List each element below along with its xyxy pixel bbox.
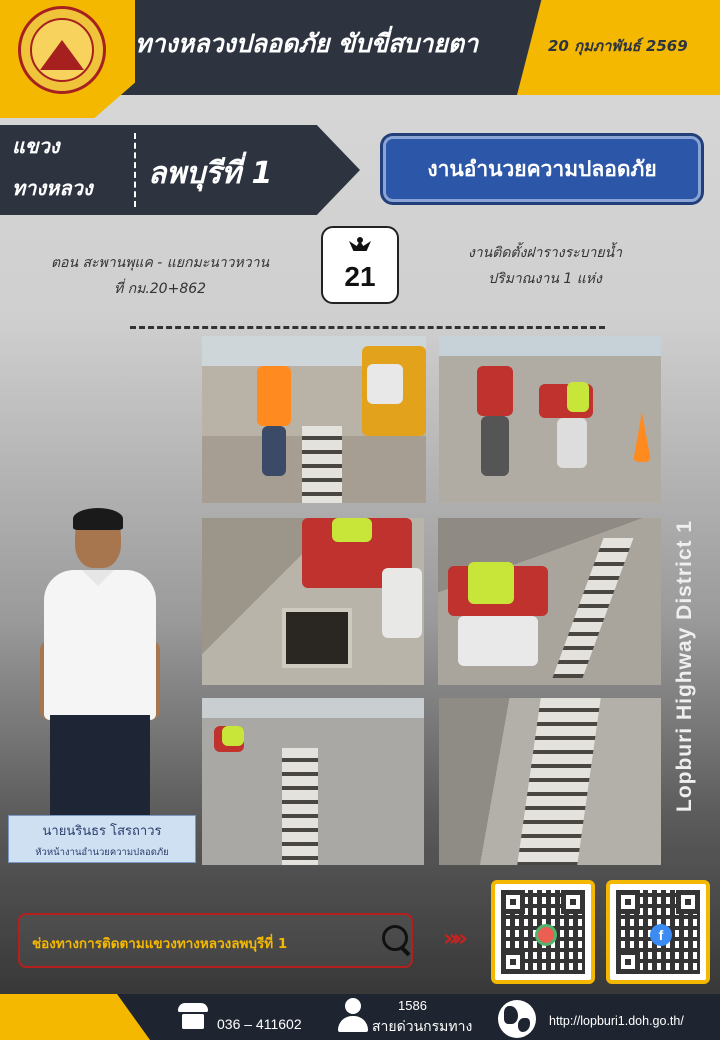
safety-vest (567, 382, 589, 412)
report-number-badge (321, 226, 399, 304)
safety-vest (222, 726, 244, 746)
officer-pants (50, 715, 150, 820)
qr-pattern (501, 890, 585, 974)
location-line1: ตอน สะพานพุแค - แยกมะนาวหวาน (50, 255, 270, 271)
facebook-icon: f (650, 924, 672, 946)
globe-icon (498, 1000, 536, 1038)
garuda-emblem-icon (349, 237, 371, 257)
traffic-cone (633, 412, 651, 462)
qr-pattern (616, 890, 700, 974)
work-photo-6 (439, 698, 661, 865)
work-line1: งานติดตั้งฝารางระบายน้ำ (467, 245, 623, 261)
qr-finder (616, 950, 640, 974)
officer-hair (73, 508, 123, 530)
work-photo-1 (202, 336, 426, 503)
hotline-number[interactable]: 1586 (398, 998, 427, 1013)
drain-grate (553, 538, 634, 678)
worker-legs (382, 568, 422, 638)
work-photo-4 (438, 518, 661, 685)
officer-name: นายนรินธร โสรถาวร (42, 824, 162, 839)
district-name: ลพบุรีที่ 1 (148, 156, 273, 191)
logo-inner-ring (30, 18, 94, 82)
control-box (367, 364, 403, 404)
safety-vest (332, 518, 372, 542)
phone-icon (178, 1003, 208, 1029)
district-divider (134, 133, 136, 207)
logo-mountain-icon (40, 40, 84, 70)
qr-finder (561, 890, 585, 914)
drain-opening (282, 608, 352, 668)
drain-grate (517, 698, 600, 865)
search-icon (382, 925, 412, 955)
work-photo-5 (202, 698, 424, 865)
department-logo-icon (18, 6, 106, 94)
location-line2: ที่ กม.20+862 (113, 281, 207, 297)
section-divider (130, 326, 605, 329)
district-label-line2: ทางหลวง (12, 176, 93, 200)
worker-legs (458, 616, 538, 666)
location-info (30, 250, 290, 302)
drain-grate (282, 748, 318, 865)
worker-figure (257, 366, 291, 426)
work-info (430, 240, 660, 292)
chevron-right-icon: »» (443, 924, 463, 952)
drain-grate (302, 426, 342, 503)
qr-finder (676, 890, 700, 914)
call-center-icon (336, 998, 370, 1034)
qr-finder (501, 890, 525, 914)
worker-legs (557, 418, 587, 468)
hotline-label: สายด่วนกรมทาง (372, 1019, 473, 1035)
side-district-text: Lopburi Highway District 1 (673, 519, 696, 812)
work-line2: ปริมาณงาน 1 แห่ง (488, 271, 602, 287)
phone-number[interactable]: 036 – 411602 (217, 1016, 302, 1032)
qr-finder (616, 890, 640, 914)
officer-shirt (44, 570, 156, 720)
officer-name-tag (8, 815, 196, 863)
unit-badge: งานอำนวยความปลอดภัย (383, 136, 701, 202)
qr-code-facebook[interactable] (606, 880, 710, 984)
worker-legs (262, 426, 286, 476)
officer-role: หัวหน้างานอำนวยความปลอดภัย (35, 847, 169, 858)
google-maps-icon (535, 924, 557, 946)
website-link[interactable]: http://lopburi1.doh.go.th/ (549, 1014, 684, 1028)
officer-photo (40, 510, 160, 820)
qr-finder (501, 950, 525, 974)
header-date: 20 กุมภาพันธ์ 2569 (548, 37, 688, 55)
follow-channel-box[interactable] (18, 913, 413, 968)
report-number: 21 (344, 261, 376, 292)
header-title: ทางหลวงปลอดภัย ขับขี่สบายตา (135, 29, 479, 58)
district-label-line1: แขวง (12, 134, 60, 158)
safety-vest (468, 562, 514, 604)
worker-figure (477, 366, 513, 416)
work-photo-2 (439, 336, 661, 503)
work-photo-3 (202, 518, 424, 685)
worker-legs (481, 416, 509, 476)
follow-channel-label: ช่องทางการติดตามแขวงทางหลวงลพบุรีที่ 1 (32, 936, 288, 952)
qr-code-maps[interactable] (491, 880, 595, 984)
